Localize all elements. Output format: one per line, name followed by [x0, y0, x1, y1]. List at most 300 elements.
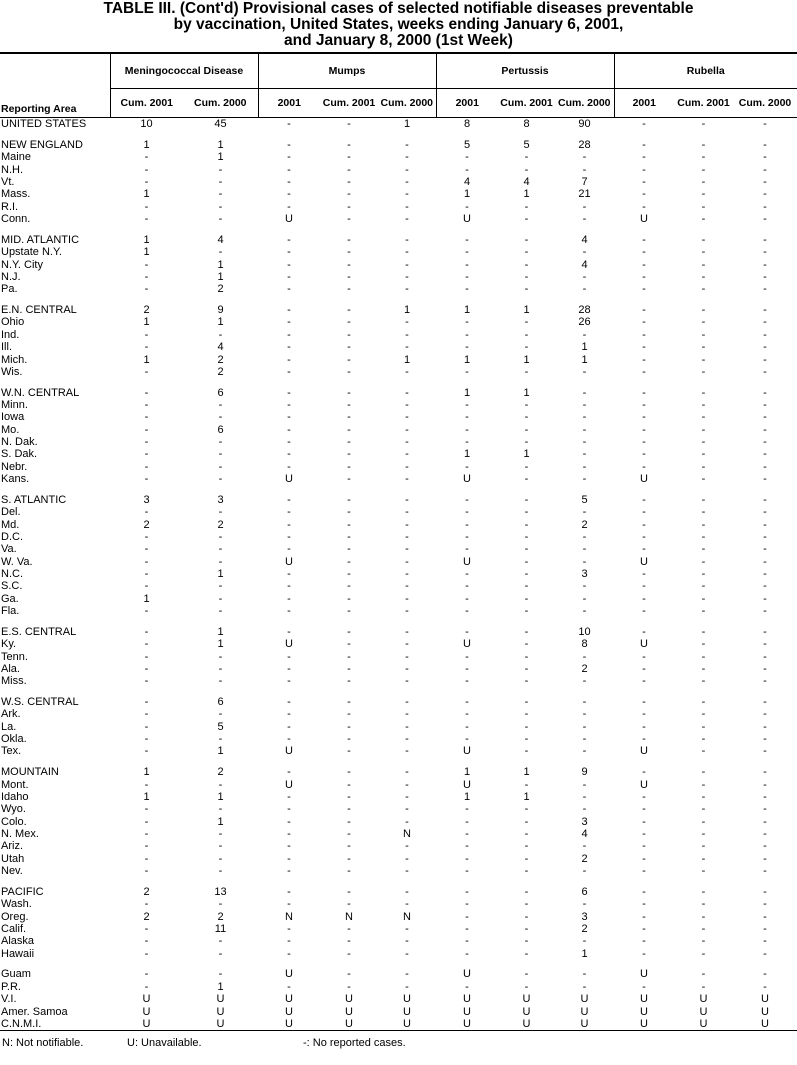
value-cell: - — [405, 947, 409, 960]
value-cell: 21 — [578, 188, 591, 201]
reporting-area-cell: Conn. — [1, 213, 31, 226]
reporting-area-cell: Upstate N.Y. — [1, 246, 62, 259]
value-cell: - — [287, 605, 291, 618]
table-row — [0, 745, 797, 757]
value-cell: 4 — [581, 233, 588, 246]
reporting-area-cell: R.I. — [1, 200, 19, 213]
value-cell: - — [701, 720, 706, 733]
value-cell: - — [763, 733, 767, 746]
value-cell: 1 — [143, 766, 150, 779]
value-cell: - — [347, 176, 351, 189]
value-cell: - — [642, 910, 646, 923]
reporting-area-cell: Ky. — [1, 638, 17, 651]
value-cell: 8 — [463, 118, 471, 131]
value-cell: - — [218, 947, 223, 960]
table-row — [0, 461, 797, 473]
value-cell: - — [763, 592, 767, 605]
value-cell: - — [465, 246, 469, 259]
value-cell: U — [761, 1005, 769, 1018]
value-cell: - — [347, 213, 351, 226]
value-cell: - — [582, 650, 587, 663]
reporting-area-cell: N.H. — [1, 163, 23, 176]
value-cell: - — [465, 675, 469, 688]
table-row — [0, 733, 797, 745]
table-row — [0, 494, 797, 506]
value-cell: - — [465, 947, 469, 960]
value-cell: - — [347, 815, 351, 828]
value-cell: - — [405, 258, 409, 271]
value-cell: - — [642, 840, 646, 853]
value-cell: - — [642, 885, 646, 898]
value-cell: - — [582, 580, 587, 593]
value-cell: - — [763, 423, 767, 436]
value-cell: 1 — [463, 353, 471, 366]
value-cell: - — [642, 328, 646, 341]
value-cell: - — [405, 151, 409, 164]
value-cell: - — [701, 304, 706, 317]
value-cell: - — [144, 386, 149, 399]
value-cell: - — [144, 947, 149, 960]
value-cell: U — [463, 745, 471, 758]
value-cell: - — [701, 733, 706, 746]
value-cell: - — [405, 885, 409, 898]
value-cell: - — [642, 304, 646, 317]
value-cell: - — [347, 506, 351, 519]
table-row — [0, 981, 797, 993]
table-row — [0, 663, 797, 675]
value-cell: - — [701, 493, 706, 506]
reporting-area-cell: NEW ENGLAND — [1, 139, 83, 152]
value-cell: - — [405, 176, 409, 189]
value-cell: - — [642, 139, 646, 152]
value-cell: - — [144, 980, 149, 993]
value-cell: 1 — [143, 139, 150, 152]
value-cell: - — [582, 720, 587, 733]
value-cell: - — [347, 696, 351, 709]
value-cell: - — [144, 506, 149, 519]
value-cell: - — [287, 386, 291, 399]
value-cell: - — [405, 473, 409, 486]
reporting-area-cell: N. Dak. — [1, 436, 38, 449]
value-cell: - — [405, 270, 409, 283]
value-cell: 3 — [581, 815, 588, 828]
value-cell: - — [763, 328, 767, 341]
value-cell: - — [144, 163, 149, 176]
value-cell: 1 — [217, 568, 224, 581]
table-row — [0, 518, 797, 530]
value-cell: - — [701, 828, 706, 841]
value-cell: - — [582, 708, 587, 721]
value-cell: - — [287, 233, 291, 246]
value-cell: 5 — [217, 720, 224, 733]
value-cell: 9 — [217, 304, 224, 317]
reporting-area-cell: MOUNTAIN — [1, 766, 59, 779]
value-cell: - — [144, 580, 149, 593]
value-cell: U — [463, 473, 471, 486]
value-cell: - — [144, 803, 149, 816]
value-cell: 1 — [143, 233, 150, 246]
value-cell: - — [465, 328, 469, 341]
value-cell: 28 — [578, 139, 591, 152]
value-cell: 8 — [523, 118, 530, 131]
value-cell: - — [287, 176, 291, 189]
reporting-area-cell: V.I. — [1, 993, 17, 1006]
value-cell: - — [524, 898, 529, 911]
value-cell: - — [763, 399, 767, 412]
table-title — [0, 0, 797, 52]
value-cell: 6 — [217, 423, 224, 436]
reporting-area-cell: Mont. — [1, 778, 29, 791]
value-cell: 4 — [217, 341, 224, 354]
value-cell: - — [405, 803, 409, 816]
value-cell: - — [763, 605, 767, 618]
value-cell: - — [642, 865, 646, 878]
value-cell: - — [465, 518, 469, 531]
table-row — [0, 258, 797, 270]
value-cell: 1 — [143, 246, 150, 259]
column-header: Cum. 2001 — [110, 89, 183, 118]
value-cell: - — [701, 803, 706, 816]
value-cell: - — [218, 460, 223, 473]
value-cell: - — [465, 151, 469, 164]
value-cell: - — [347, 411, 351, 424]
reporting-area-cell: Vt. — [1, 176, 15, 189]
value-cell: - — [347, 638, 351, 651]
value-cell: - — [144, 568, 149, 581]
reporting-area-cell: P.R. — [1, 980, 21, 993]
value-cell: - — [642, 341, 646, 354]
table-row — [0, 947, 797, 959]
value-cell: 1 — [403, 304, 411, 317]
value-cell: - — [582, 543, 587, 556]
value-cell: - — [642, 935, 646, 948]
table-row — [0, 568, 797, 580]
value-cell: - — [763, 200, 767, 213]
reporting-area-cell: Nev. — [1, 865, 23, 878]
value-cell: - — [218, 506, 223, 519]
value-cell: - — [763, 625, 767, 638]
value-cell: - — [582, 592, 587, 605]
value-cell: - — [405, 778, 409, 791]
value-cell: 1 — [143, 791, 150, 804]
reporting-area-cell: Ga. — [1, 592, 19, 605]
value-cell: - — [144, 328, 149, 341]
value-cell: - — [287, 766, 291, 779]
value-cell: - — [524, 592, 529, 605]
reporting-area-cell: Wis. — [1, 365, 23, 378]
reporting-area-cell: Va. — [1, 543, 17, 556]
value-cell: - — [347, 791, 351, 804]
value-cell: 2 — [143, 518, 150, 531]
value-cell: - — [218, 328, 223, 341]
value-cell: U — [345, 993, 353, 1006]
value-cell: - — [524, 543, 529, 556]
value-cell: - — [582, 163, 587, 176]
value-cell: - — [642, 898, 646, 911]
table-row — [0, 316, 797, 328]
value-cell: - — [347, 650, 351, 663]
value-cell: - — [405, 980, 409, 993]
table-row — [0, 271, 797, 283]
value-cell: - — [701, 399, 706, 412]
value-cell: - — [763, 341, 767, 354]
reporting-area-cell: Ariz. — [1, 840, 23, 853]
value-cell: - — [465, 493, 469, 506]
value-cell: - — [405, 592, 409, 605]
value-cell: - — [287, 720, 291, 733]
value-cell: - — [218, 662, 223, 675]
value-cell: - — [405, 625, 409, 638]
reporting-area-cell: E.N. CENTRAL — [1, 304, 77, 317]
value-cell: - — [465, 543, 469, 556]
value-cell: - — [701, 176, 706, 189]
value-cell: 1 — [523, 353, 530, 366]
value-cell: - — [582, 968, 587, 981]
value-cell: - — [405, 745, 409, 758]
spacer-row — [0, 130, 797, 139]
reporting-area-cell: Tex. — [1, 745, 22, 758]
table-row — [0, 304, 797, 316]
value-cell: - — [405, 188, 409, 201]
value-cell: - — [582, 365, 587, 378]
value-cell: - — [524, 865, 529, 878]
value-cell: - — [287, 625, 291, 638]
value-cell: - — [524, 625, 529, 638]
value-cell: - — [405, 139, 409, 152]
value-cell: - — [287, 803, 291, 816]
table-row — [0, 993, 797, 1005]
value-cell: U — [761, 993, 769, 1006]
spacer-row — [0, 960, 797, 969]
value-cell: - — [218, 650, 223, 663]
value-cell: - — [642, 720, 646, 733]
value-cell: - — [763, 448, 767, 461]
value-cell: - — [642, 625, 646, 638]
value-cell: - — [287, 662, 291, 675]
value-cell: 7 — [581, 176, 588, 189]
value-cell: - — [465, 530, 469, 543]
value-cell: - — [405, 708, 409, 721]
value-cell: - — [582, 898, 587, 911]
value-cell: - — [347, 720, 351, 733]
value-cell: - — [701, 745, 706, 758]
value-cell: - — [763, 176, 767, 189]
value-cell: - — [465, 625, 469, 638]
value-cell: - — [763, 163, 767, 176]
group-header-mumps: Mumps — [258, 53, 436, 89]
value-cell: - — [347, 423, 351, 436]
value-cell: 2 — [581, 922, 588, 935]
value-cell: - — [405, 543, 409, 556]
value-cell: - — [347, 840, 351, 853]
value-cell: 5 — [523, 139, 530, 152]
value-cell: - — [582, 980, 587, 993]
spacer-row — [0, 877, 797, 886]
reporting-area-cell: Kans. — [1, 473, 30, 486]
value-cell: - — [763, 258, 767, 271]
value-cell: - — [763, 745, 767, 758]
value-cell: - — [524, 258, 529, 271]
value-cell: - — [218, 852, 223, 865]
table-row — [0, 246, 797, 258]
value-cell: - — [405, 865, 409, 878]
value-cell: - — [465, 935, 469, 948]
value-cell: N — [403, 828, 411, 841]
value-cell: U — [285, 745, 293, 758]
reporting-area-cell: MID. ATLANTIC — [1, 233, 80, 246]
value-cell: - — [582, 246, 587, 259]
value-cell: - — [144, 365, 149, 378]
value-cell: 1 — [523, 304, 530, 317]
column-header: Cum. 2001 — [500, 96, 553, 109]
value-cell: - — [347, 386, 351, 399]
value-cell: 1 — [463, 766, 471, 779]
value-cell: - — [347, 852, 351, 865]
value-cell: 1 — [523, 386, 530, 399]
value-cell: - — [144, 733, 149, 746]
value-cell: - — [287, 353, 291, 366]
value-cell: - — [405, 448, 409, 461]
value-cell: - — [287, 188, 291, 201]
value-cell: - — [524, 662, 529, 675]
value-cell: - — [763, 720, 767, 733]
value-cell: - — [524, 675, 529, 688]
value-cell: - — [763, 460, 767, 473]
value-cell: - — [144, 473, 149, 486]
value-cell: - — [347, 555, 351, 568]
value-cell: - — [701, 353, 706, 366]
value-cell: - — [405, 815, 409, 828]
value-cell: - — [763, 638, 767, 651]
value-cell: U — [285, 555, 293, 568]
value-cell: - — [287, 304, 291, 317]
value-cell: - — [524, 720, 529, 733]
value-cell: - — [701, 188, 706, 201]
value-cell: - — [701, 213, 706, 226]
value-cell: - — [218, 399, 223, 412]
value-cell: - — [347, 592, 351, 605]
value-cell: - — [524, 947, 529, 960]
value-cell: - — [347, 151, 351, 164]
value-cell: - — [582, 270, 587, 283]
value-cell: - — [287, 947, 291, 960]
value-cell: - — [701, 460, 706, 473]
value-cell: - — [347, 304, 351, 317]
value-cell: - — [144, 650, 149, 663]
value-cell: - — [642, 270, 646, 283]
value-cell: - — [524, 233, 529, 246]
value-cell: - — [405, 163, 409, 176]
value-cell: - — [524, 436, 529, 449]
value-cell: 28 — [578, 304, 591, 317]
value-cell: 90 — [578, 118, 591, 131]
reporting-area-cell: PACIFIC — [1, 885, 44, 898]
value-cell: - — [347, 708, 351, 721]
value-cell: 8 — [581, 638, 588, 651]
value-cell: - — [763, 283, 767, 296]
title-line-1: TABLE III. (Cont'd) Provisional cases of selected notifiable diseases preventable — [103, 0, 694, 17]
value-cell: 6 — [581, 885, 588, 898]
value-cell: - — [405, 791, 409, 804]
value-cell: - — [218, 543, 223, 556]
value-cell: - — [347, 188, 351, 201]
value-cell: - — [144, 530, 149, 543]
value-cell: - — [405, 283, 409, 296]
value-cell: - — [465, 696, 469, 709]
value-cell: - — [524, 530, 529, 543]
value-cell: - — [642, 791, 646, 804]
table-row — [0, 543, 797, 555]
value-cell: - — [582, 745, 587, 758]
value-cell: 1 — [143, 188, 150, 201]
value-cell: - — [701, 543, 706, 556]
value-cell: - — [763, 518, 767, 531]
value-cell: - — [701, 852, 706, 865]
value-cell: U — [285, 968, 293, 981]
value-cell: - — [465, 580, 469, 593]
value-cell: U — [285, 473, 293, 486]
value-cell: - — [144, 411, 149, 424]
value-cell: N — [345, 910, 353, 923]
value-cell: - — [347, 885, 351, 898]
value-cell: U — [640, 778, 648, 791]
reporting-area-cell: Ind. — [1, 328, 20, 341]
value-cell: - — [642, 815, 646, 828]
value-cell: - — [701, 506, 706, 519]
reporting-area-cell: Mo. — [1, 423, 20, 436]
value-cell: - — [218, 675, 223, 688]
table-row — [0, 828, 797, 840]
value-cell: 3 — [217, 493, 224, 506]
value-cell: - — [701, 815, 706, 828]
reporting-area-cell: S. Dak. — [1, 448, 38, 461]
value-cell: - — [763, 662, 767, 675]
value-cell: - — [218, 778, 223, 791]
value-cell: - — [582, 399, 587, 412]
table-row — [0, 436, 797, 448]
reporting-area-cell: Calif. — [1, 922, 27, 935]
value-cell: - — [763, 316, 767, 329]
value-cell: - — [405, 365, 409, 378]
value-cell: - — [582, 386, 587, 399]
value-cell: - — [582, 213, 587, 226]
value-cell: - — [405, 733, 409, 746]
value-cell: - — [763, 246, 767, 259]
value-cell: - — [347, 283, 351, 296]
value-cell: - — [642, 922, 646, 935]
value-cell: - — [347, 828, 351, 841]
value-cell: - — [287, 506, 291, 519]
value-cell: - — [701, 625, 706, 638]
value-cell: - — [524, 151, 529, 164]
value-cell: - — [642, 543, 646, 556]
value-cell: 1 — [581, 341, 588, 354]
value-cell: - — [701, 568, 706, 581]
value-cell: - — [524, 980, 529, 993]
reporting-area-cell: Del. — [1, 506, 21, 519]
value-cell: 2 — [143, 304, 150, 317]
value-cell: - — [144, 745, 149, 758]
value-cell: - — [701, 341, 706, 354]
table-row — [0, 910, 797, 922]
value-cell: - — [405, 898, 409, 911]
value-cell: - — [701, 662, 706, 675]
value-cell: - — [347, 436, 351, 449]
value-cell: - — [287, 865, 291, 878]
value-cell: - — [701, 530, 706, 543]
value-cell: - — [763, 188, 767, 201]
value-cell: - — [642, 650, 646, 663]
